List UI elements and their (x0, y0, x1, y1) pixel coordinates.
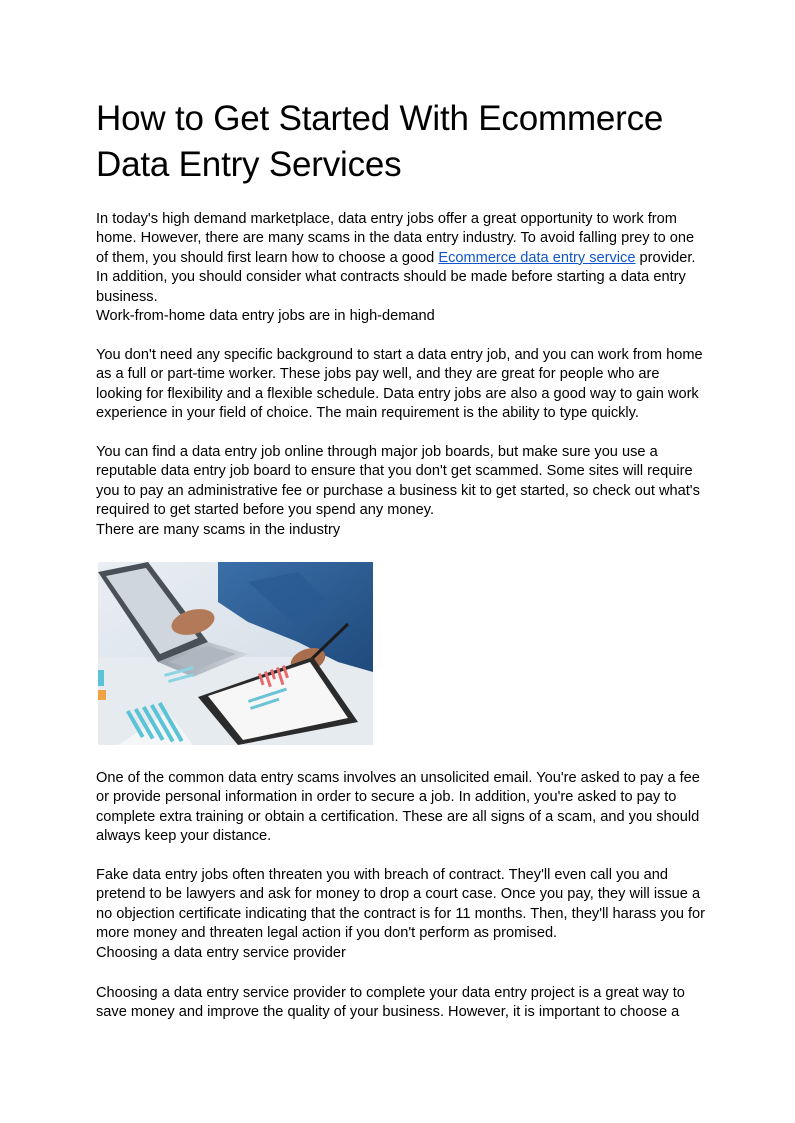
intro-paragraph (96, 210, 706, 326)
paragraph-email-scam: One of the common data entry scams involves an unsolicited email. You're asked to pay a fee or provide personal information in order to secure a job. In addition, you're asked to pay to complete extra training or obtain a certification. These are all signs of a scam, and you should always keep your distance. (96, 770, 700, 845)
paragraph-choosing-provider: Choosing a data entry service provider to complete your data entry project is a great way to save money and improve the quality of your business. However, it is important to choose a (96, 985, 685, 1021)
paragraph-background: You don't need any specific background to start a data entry job, and you can work from home as a full or part-time worker. These jobs pay well, and they are great for people who are looking for flexibility and a flexible schedule. Data entry jobs are also a good way to gain work experience in your field of choice. The main requirement is the ability to type quickly. (96, 347, 703, 422)
section-heading-scams: There are many scams in the industry (96, 521, 341, 538)
paragraph-fake-jobs (96, 866, 706, 963)
data-entry-illustration (98, 562, 373, 745)
page-title: How to Get Started With Ecommerce Data Entry Services (96, 99, 664, 184)
intro-text-before-link: In today's high demand marketplace, data entry jobs offer a great opportunity to work from home. However, there are many scams in the data entry industry. To avoid falling prey to one of them, you should first learn how to choose a good (96, 211, 695, 266)
section-heading-choosing-provider: Choosing a data entry service provider (96, 944, 346, 961)
ecommerce-data-entry-service-link[interactable]: Ecommerce data entry service (438, 249, 636, 266)
paragraph-job-boards-text: You can find a data entry job online through major job boards, but make sure you use a reputable data entry job board to ensure that you don't get scammed. Some sites will require you to pay an administrative fee or purchase a business kit to get started, so check out what's required to get started before you spend any money. (96, 444, 700, 519)
intro-text-after-link: provider. In addition, you should consider what contracts should be made before starting a data entry business. (96, 249, 696, 305)
paragraph-job-boards (96, 443, 706, 540)
data-entry-photo (98, 562, 373, 745)
section-heading-high-demand: Work-from-home data entry jobs are in high-demand (96, 308, 435, 325)
paragraph-fake-jobs-text: Fake data entry jobs often threaten you with breach of contract. They'll even call you and pretend to be lawyers and ask for money to drop a court case. Once you pay, they will issue a no objection certificate indicating that the contract is for 11 months. Then, they'll harass you for more money and threaten legal action if you don't perform as promised. (96, 867, 706, 942)
